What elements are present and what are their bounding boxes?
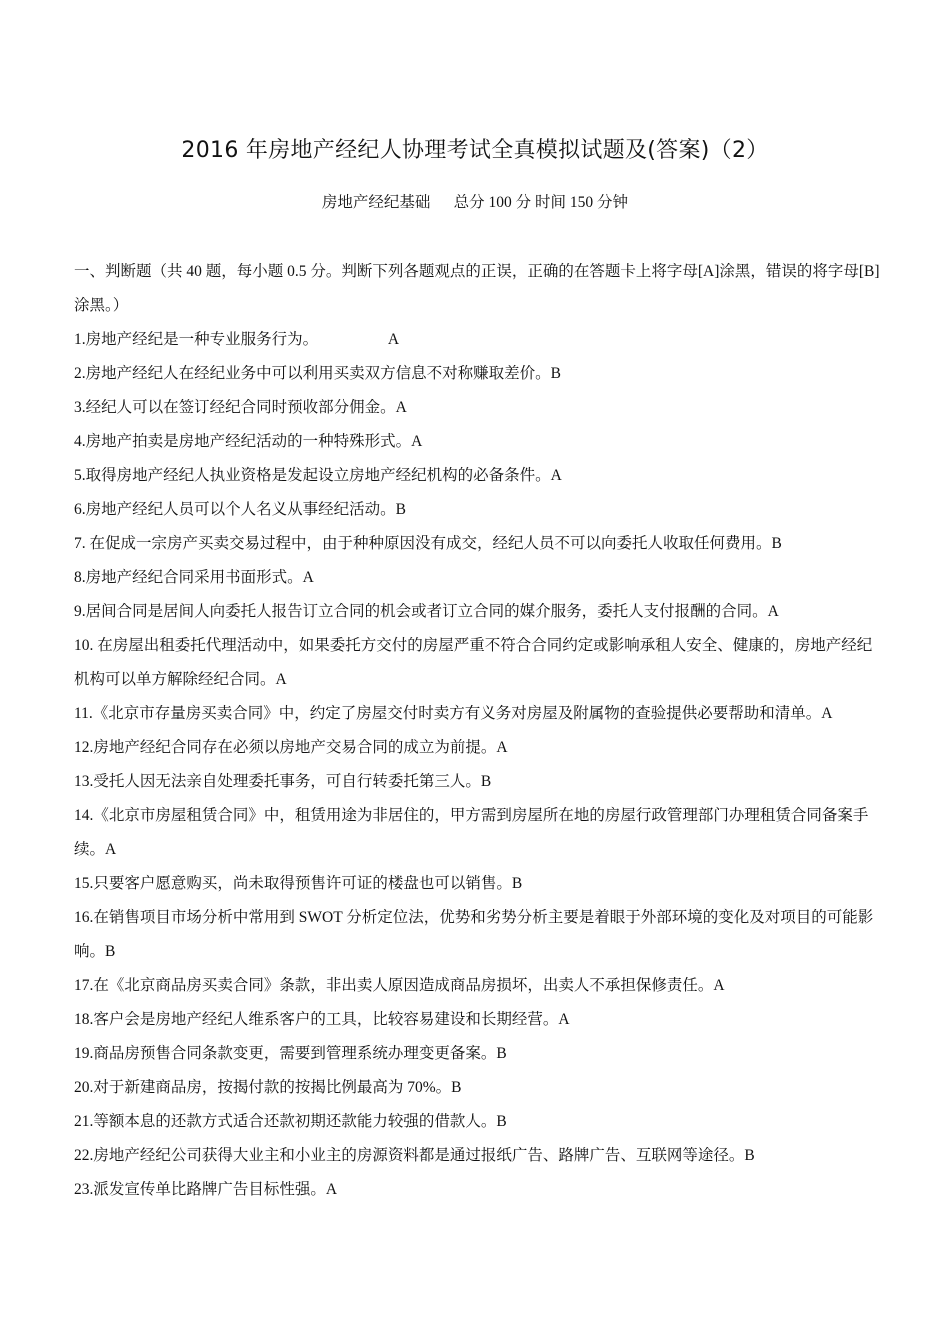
question-item: 12.房地产经纪合同存在必须以房地产交易合同的成立为前提。A <box>74 739 508 756</box>
question-list <box>74 255 880 1207</box>
question-item: 6.房地产经纪人员可以个人名义从事经纪活动。B <box>74 501 406 518</box>
question-item: 14.《北京市房屋租赁合同》中，租赁用途为非居住的，甲方需到房屋所在地的房屋行政管理部门办理租赁合同备案手续。A <box>74 807 869 858</box>
question-item: 8.房地产经纪合同采用书面形式。A <box>74 569 314 586</box>
question-item: 1.房地产经纪是一种专业服务行为。 A <box>74 331 400 348</box>
question-item: 13.受托人因无法亲自处理委托事务，可自行转委托第三人。B <box>74 773 492 790</box>
question-item: 21.等额本息的还款方式适合还款初期还款能力较强的借款人。B <box>74 1113 507 1130</box>
section-heading: 一、判断题（共 40 题，每小题 0.5 分。判断下列各题观点的正误，正确的在答题卡上将字母[A]涂黑，错误的将字母[B]涂黑。） <box>74 263 880 314</box>
question-item: 5.取得房地产经纪人执业资格是发起设立房地产经纪机构的必备条件。A <box>74 467 562 484</box>
question-item: 23.派发宣传单比路牌广告目标性强。A <box>74 1181 338 1198</box>
question-item: 22.房地产经纪公司获得大业主和小业主的房源资料都是通过报纸广告、路牌广告、互联网等途径。B <box>74 1147 755 1164</box>
question-item: 11.《北京市存量房买卖合同》中，约定了房屋交付时卖方有义务对房屋及附属物的查验提供必要帮助和清单。A <box>74 705 833 722</box>
question-item: 20.对于新建商品房，按揭付款的按揭比例最高为 70%。B <box>74 1079 462 1096</box>
document-subtitle: 房地产经纪基础 总分 100 分 时间 150 分钟 <box>321 194 629 211</box>
document-title: 2016 年房地产经纪人协理考试全真模拟试题及(答案)（2） <box>181 138 769 163</box>
question-item: 3.经纪人可以在签订经纪合同时预收部分佣金。A <box>74 399 407 416</box>
question-item: 19.商品房预售合同条款变更，需要到管理系统办理变更备案。B <box>74 1045 507 1062</box>
question-item: 15.只要客户愿意购买，尚未取得预售许可证的楼盘也可以销售。B <box>74 875 523 892</box>
question-item: 2.房地产经纪人在经纪业务中可以利用买卖双方信息不对称赚取差价。B <box>74 365 561 382</box>
question-item: 9.居间合同是居间人向委托人报告订立合同的机会或者订立合同的媒介服务，委托人支付报酬的合同。A <box>74 603 779 620</box>
question-item: 17.在《北京商品房买卖合同》条款，非出卖人原因造成商品房损坏，出卖人不承担保修责任。A <box>74 977 725 994</box>
question-item: 7. 在促成一宗房产买卖交易过程中，由于种种原因没有成交，经纪人员不可以向委托人收取任何费用。B <box>74 535 782 552</box>
question-item: 10. 在房屋出租委托代理活动中，如果委托方交付的房屋严重不符合合同约定或影响承租人安全、健康的，房地产经纪机构可以单方解除经纪合同。A <box>74 637 873 688</box>
question-item: 18.客户会是房地产经纪人维系客户的工具，比较容易建设和长期经营。A <box>74 1011 570 1028</box>
question-item: 4.房地产拍卖是房地产经纪活动的一种特殊形式。A <box>74 433 423 450</box>
question-item: 16.在销售项目市场分析中常用到 SWOT 分析定位法，优势和劣势分析主要是着眼于外部环境的变化及对项目的可能影响。B <box>74 909 874 960</box>
